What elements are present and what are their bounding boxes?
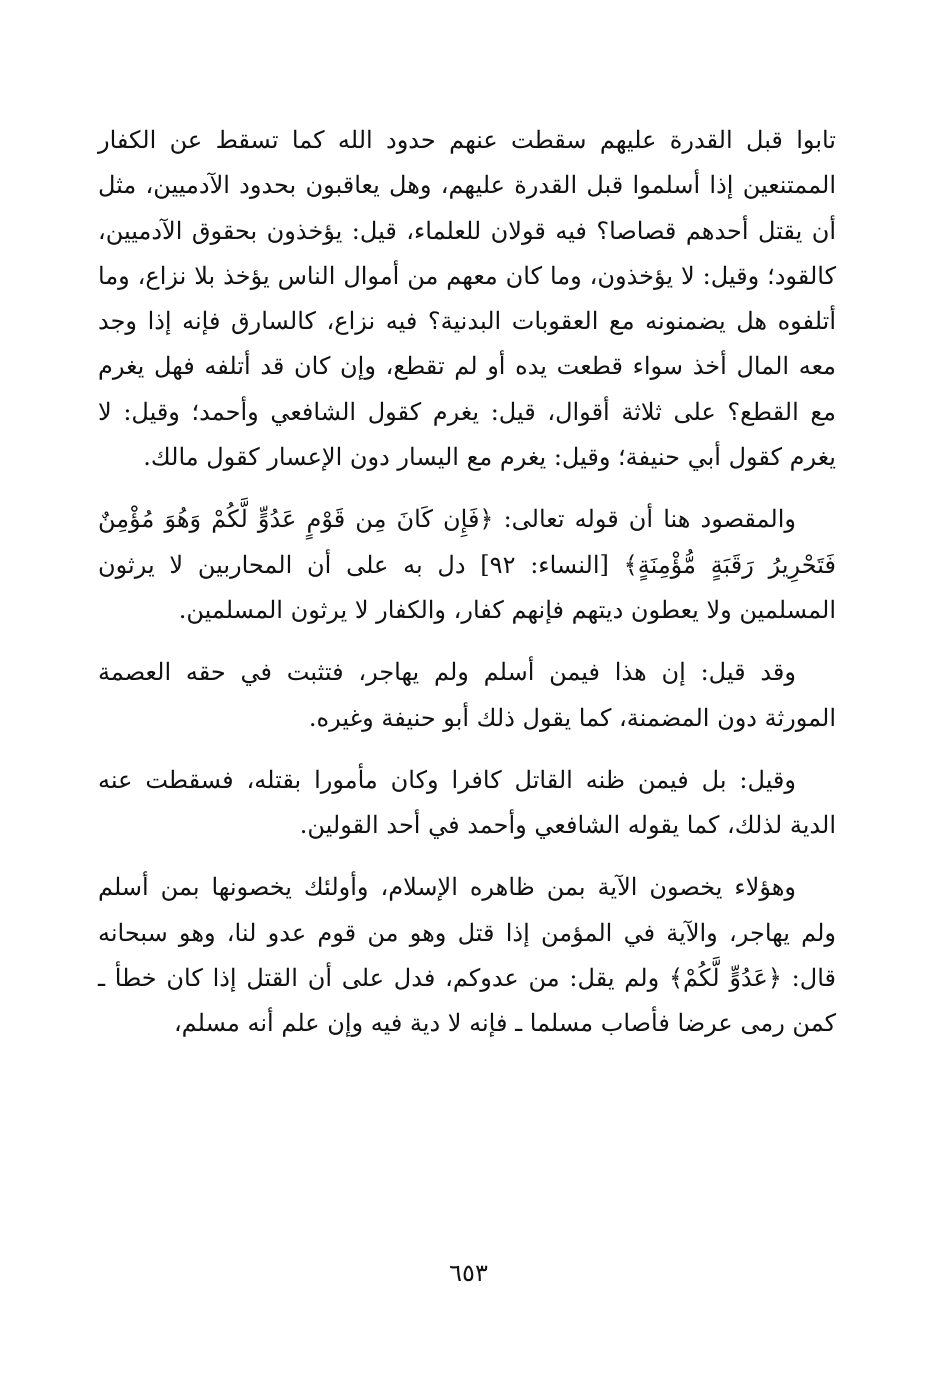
paragraph-3: وقد قيل: إن هذا فيمن أسلم ولم يهاجر، فتثبت في حقه العصمة المورثة دون المضمنة، كما يقول ذلك أبو حنيفة وغيره. [98,658,836,732]
paragraph-5: وهؤلاء يخصون الآية بمن ظاهره الإسلام، وأولئك يخصونها بمن أسلم ولم يهاجر، والآية في المؤمن إذا قتل وهو من قوم عدو لنا، وهو سبحانه قال: ﴿عَدُوٍّ لَّكُمْ﴾ ولم يقل: من عدوكم، فدل على أن القتل إذا كان خطأ ـ كمن رمى عرضا فأصاب مسلما ـ فإنه لا دية فيه وإن علم أنه مسلم، [98,873,836,1038]
body-text [98,118,836,1047]
paragraph-4: وقيل: بل فيمن ظنه القاتل كافرا وكان مأمورا بقتله، فسقطت عنه الدية لذلك، كما يقوله الشافعي وأحمد في أحد القولين. [98,765,836,840]
page-number: ٦٥٣ [449,1259,488,1287]
paragraph-1: تابوا قبل القدرة عليهم سقطت عنهم حدود الله كما تسقط عن الكفار الممتنعين إذا أسلموا قبل القدرة عليهم، وهل يعاقبون بحدود الآدميين، مثل أن يقتل أحدهم قصاصا؟ فيه قولان للعلماء، قيل: يؤخذون بحقوق الآدميين، كالقود؛ وقيل: لا يؤخذون، وما كان معهم من أموال الناس يؤخذ بلا نزاع، وما أتلفوه هل يضمنونه مع العقوبات البدنية؟ فيه نزاع، كالسارق فإنه إذا وجد معه المال أخذ سواء قطعت يده أو لم تقطع، وإن كان قد أتلفه فهل يغرم مع القطع؟ على ثلاثة أقوال، قيل: يغرم كقول الشافعي وأحمد؛ وقيل: لا يغرم كقول أبي حنيفة؛ وقيل: يغرم مع اليسار دون الإعسار كقول مالك. [98,126,836,472]
paragraph-2: والمقصود هنا أن قوله تعالى: ﴿فَإِن كَانَ مِن قَوْمٍ عَدُوٍّ لَّكُمْ وَهُوَ مُؤْمِنٌ فَتَحْرِيرُ رَقَبَةٍ مُّؤْمِنَةٍ﴾ [النساء: ٩٢] دل به على أن المحاربين لا يرثون المسلمين ولا يعطون ديتهم فإنهم كفار، والكفار لا يرثون المسلمين. [98,505,836,624]
